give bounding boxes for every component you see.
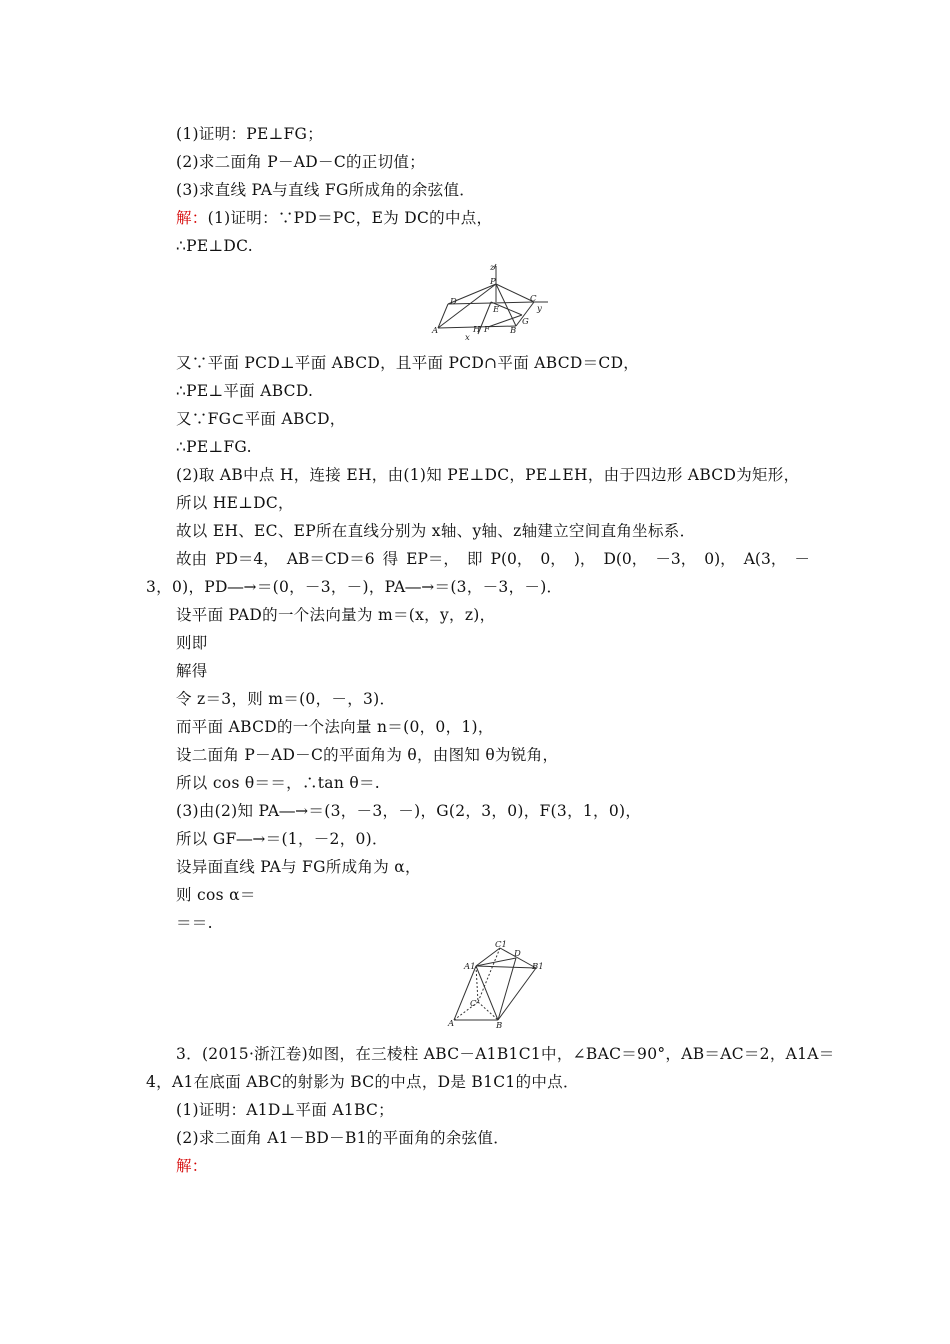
solution-line-10 <box>176 549 810 569</box>
hidden-edge-CB <box>478 1002 498 1020</box>
line10-part: 故由 <box>176 550 208 568</box>
line10-part: 即 <box>466 550 483 568</box>
line10-part: 0， <box>540 550 566 568</box>
label-B: B <box>510 326 517 336</box>
question-1: (1)证明：PE⊥FG； <box>176 125 324 143</box>
solution-line-17: 设二面角 P－AD－C的平面角为 θ，由图知 θ为锐角， <box>176 746 559 764</box>
solution-line-4: ∴PE⊥平面 ABCD. <box>176 382 314 400</box>
label-P: P <box>490 277 496 287</box>
solution-line-19: (3)由(2)知 PA―→＝(3，－3，－)，G(2，3，0)，F(3，1，0)， <box>176 802 642 820</box>
question-2: (2)求二面角 P－AD－C的正切值； <box>176 153 425 171</box>
label-F: F <box>484 325 490 335</box>
line10-part: P(0， <box>490 550 533 568</box>
line10-part: )， <box>573 550 596 568</box>
line10-part: AB＝CD＝6 <box>286 550 375 568</box>
label-C: C <box>530 294 537 304</box>
edge-PC <box>496 284 534 302</box>
line10-part: EP＝， <box>406 550 459 568</box>
line10-part: A(3， <box>743 550 787 568</box>
label-y: y <box>537 304 542 314</box>
line10-part: － <box>794 550 810 568</box>
solution-line-16: 而平面 ABCD的一个法向量 n＝(0，0，1)， <box>176 718 494 736</box>
line10-part: D(0， <box>603 550 648 568</box>
label-H: H <box>473 325 481 335</box>
solution-line-21: 设异面直线 PA与 FG所成角为 α， <box>176 858 421 876</box>
figure-pyramid-axes <box>426 262 556 344</box>
solution-line-20: 所以 GF―→＝(1，－2，0)． <box>176 830 388 848</box>
solution-line-12: 设平面 PAD的一个法向量为 m＝(x，y，z)， <box>176 606 496 624</box>
solution-line-8: 所以 HE⊥DC， <box>176 494 294 512</box>
line10-part: PD＝4， <box>215 550 279 568</box>
solution-line-13: 则即 <box>176 634 208 652</box>
solution-line-3: 又∵平面 PCD⊥平面 ABCD，且平面 PCD∩平面 ABCD＝CD， <box>176 354 640 372</box>
edge-A1B1 <box>476 966 536 968</box>
solution-line-11: 3，0)，PD―→＝(0，－3，－)，PA―→＝(3，－3，－)． <box>146 578 563 596</box>
label-B: B <box>496 1021 503 1030</box>
solution-line-7: (2)取 AB中点 H，连接 EH，由(1)知 PE⊥DC，PE⊥EH，由于四边形 ABCD为矩形， <box>176 466 800 484</box>
line10-part: 0)， <box>704 550 736 568</box>
solution-line-6: ∴PE⊥FG. <box>176 438 252 456</box>
problem3-question-1: (1)证明：A1D⊥平面 A1BC； <box>176 1101 394 1119</box>
solution-line-22: 则 cos α＝ <box>176 886 256 904</box>
figure-triangular-prism <box>444 940 544 1030</box>
label-D: D <box>514 949 521 959</box>
edge-A1B <box>476 966 498 1020</box>
solution-line-18: 所以 cos θ＝＝，∴tan θ＝. <box>176 774 380 792</box>
label-A1: A1 <box>464 962 476 972</box>
label-x: x <box>465 333 470 343</box>
problem3-question-2: (2)求二面角 A1－BD－B1的平面角的余弦值． <box>176 1129 510 1147</box>
solution-line-14: 解得 <box>176 662 208 680</box>
problem3-statement-line2: 4，A1在底面 ABC的射影为 BC的中点，D是 B1C1的中点． <box>146 1073 579 1091</box>
question-3: (3)求直线 PA与直线 FG所成角的余弦值． <box>176 181 476 199</box>
label-z: z <box>490 263 495 273</box>
problem3-statement-line1: 3．(2015·浙江卷)如图，在三棱柱 ABC－A1B1C1中，∠BAC＝90°，AB＝AC＝2，A1A＝ <box>176 1045 835 1063</box>
label-B1: B1 <box>532 962 544 972</box>
solution-line-5: 又∵FG⊂平面 ABCD， <box>176 410 346 428</box>
problem3-solution-label: 解： <box>176 1157 208 1175</box>
solution-line-2: ∴PE⊥DC. <box>176 237 253 255</box>
solution-line-1 <box>176 208 492 228</box>
solution-line-23: ＝＝. <box>176 914 213 932</box>
edge-B1B <box>498 968 536 1020</box>
label-A: A <box>448 1019 455 1029</box>
solution-line-15: 令 z＝3，则 m＝(0，－，3)． <box>176 690 396 708</box>
line10-part: －3， <box>655 550 697 568</box>
line10-part: 得 <box>382 550 399 568</box>
label-D: D <box>450 297 457 307</box>
solution-line-9: 故以 EH、EC、EP所在直线分别为 x轴、y轴、z轴建立空间直角坐标系． <box>176 522 696 540</box>
solution-text: (1)证明：∵PD＝PC，E为 DC的中点， <box>207 209 493 227</box>
label-C1: C1 <box>495 940 507 950</box>
label-G: G <box>522 317 529 327</box>
solution-label: 解： <box>176 209 208 227</box>
label-A: A <box>432 326 439 336</box>
label-E: E <box>493 305 500 315</box>
label-C: C <box>470 999 477 1009</box>
